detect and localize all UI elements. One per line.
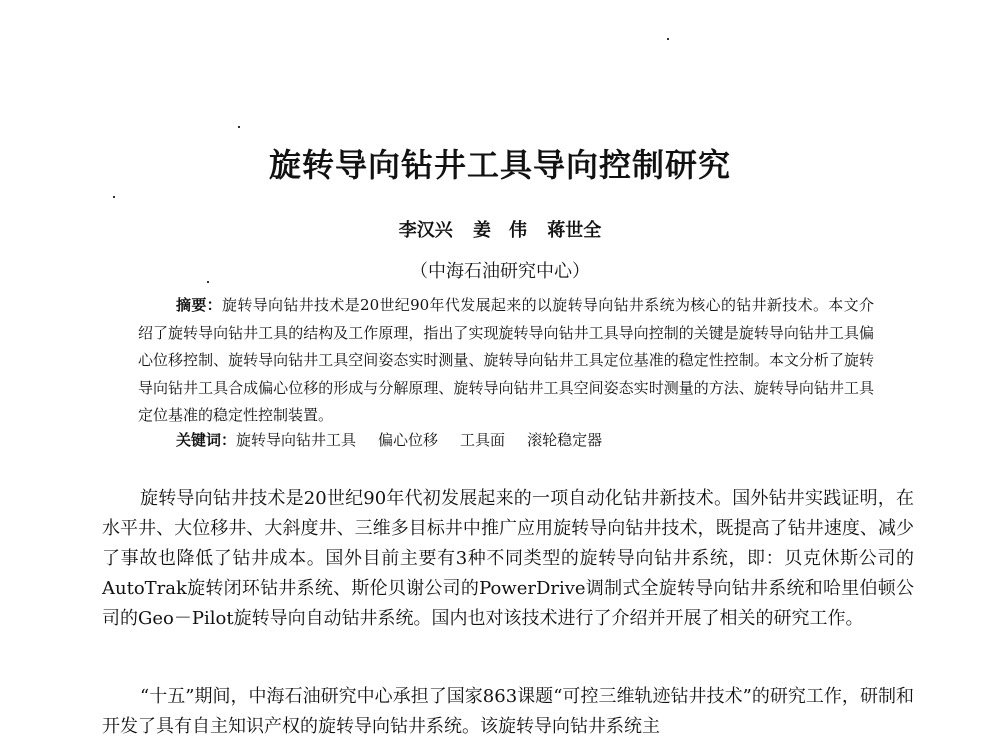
- keyword: 偏心位移: [378, 431, 439, 449]
- author-name: 姜 伟: [473, 220, 527, 241]
- article-title: 旋转导向钻井工具导向控制研究: [268, 146, 731, 184]
- scan-speck: [238, 126, 240, 128]
- abstract-label: 摘要：: [176, 296, 223, 314]
- author-name: 蒋世全: [547, 220, 602, 241]
- body-paragraph: “十五”期间，中海石油研究中心承担了国家863课题“可控三维轨迹钻井技术”的研究工作，研制和开发了具有自主知识产权的旋转导向钻井系统。该旋转导向钻井系统主: [102, 686, 914, 737]
- keywords-label: 关键词：: [176, 431, 237, 449]
- scan-speck: [113, 196, 115, 198]
- author-affiliation: （中海石油研究中心）: [410, 261, 590, 282]
- keyword: 旋转导向钻井工具: [236, 431, 357, 449]
- abstract: [138, 292, 874, 430]
- scan-speck: [667, 38, 669, 40]
- body-paragraph: 旋转导向钻井技术是20世纪90年代初发展起来的一项自动化钻井新技术。国外钻井实践证明，在水平井、大位移井、大斜度井、三维多目标井中推广应用旋转导向钻井技术，既提高了钻井速度、减少了事故也降低了钻井成本。国外目前主要有3种不同类型的旋转导向钻井系统，即：贝克休斯公司的AutoTrak旋转闭环钻井系统、斯伦贝谢公司的PowerDrive调制式全旋转导向钻井系统和哈里伯顿公司的Geo－Pilot旋转导向自动钻井系统。国内也对该技术进行了介绍并开展了相关的研究工作。: [102, 488, 914, 629]
- keyword: 滚轮稳定器: [527, 431, 603, 449]
- keyword: 工具面: [460, 431, 506, 449]
- keywords: [176, 429, 876, 451]
- author-name: 李汉兴: [398, 220, 453, 241]
- author-list: [0, 216, 1000, 242]
- abstract-text: 旋转导向钻井技术是20世纪90年代发展起来的以旋转导向钻井系统为核心的钻井新技术。本文介绍了旋转导向钻井工具的结构及工作原理，指出了实现旋转导向钻井工具导向控制的关键是旋转导向钻井工具偏心位移控制、旋转导向钻井工具空间姿态实时测量、旋转导向钻井工具定位基准的稳定性控制。本文分析了旋转导向钻井工具合成偏心位移的形成与分解原理、旋转导向钻井工具空间姿态实时测量的方法、旋转导向钻井工具定位基准的稳定性控制装置。: [138, 296, 874, 424]
